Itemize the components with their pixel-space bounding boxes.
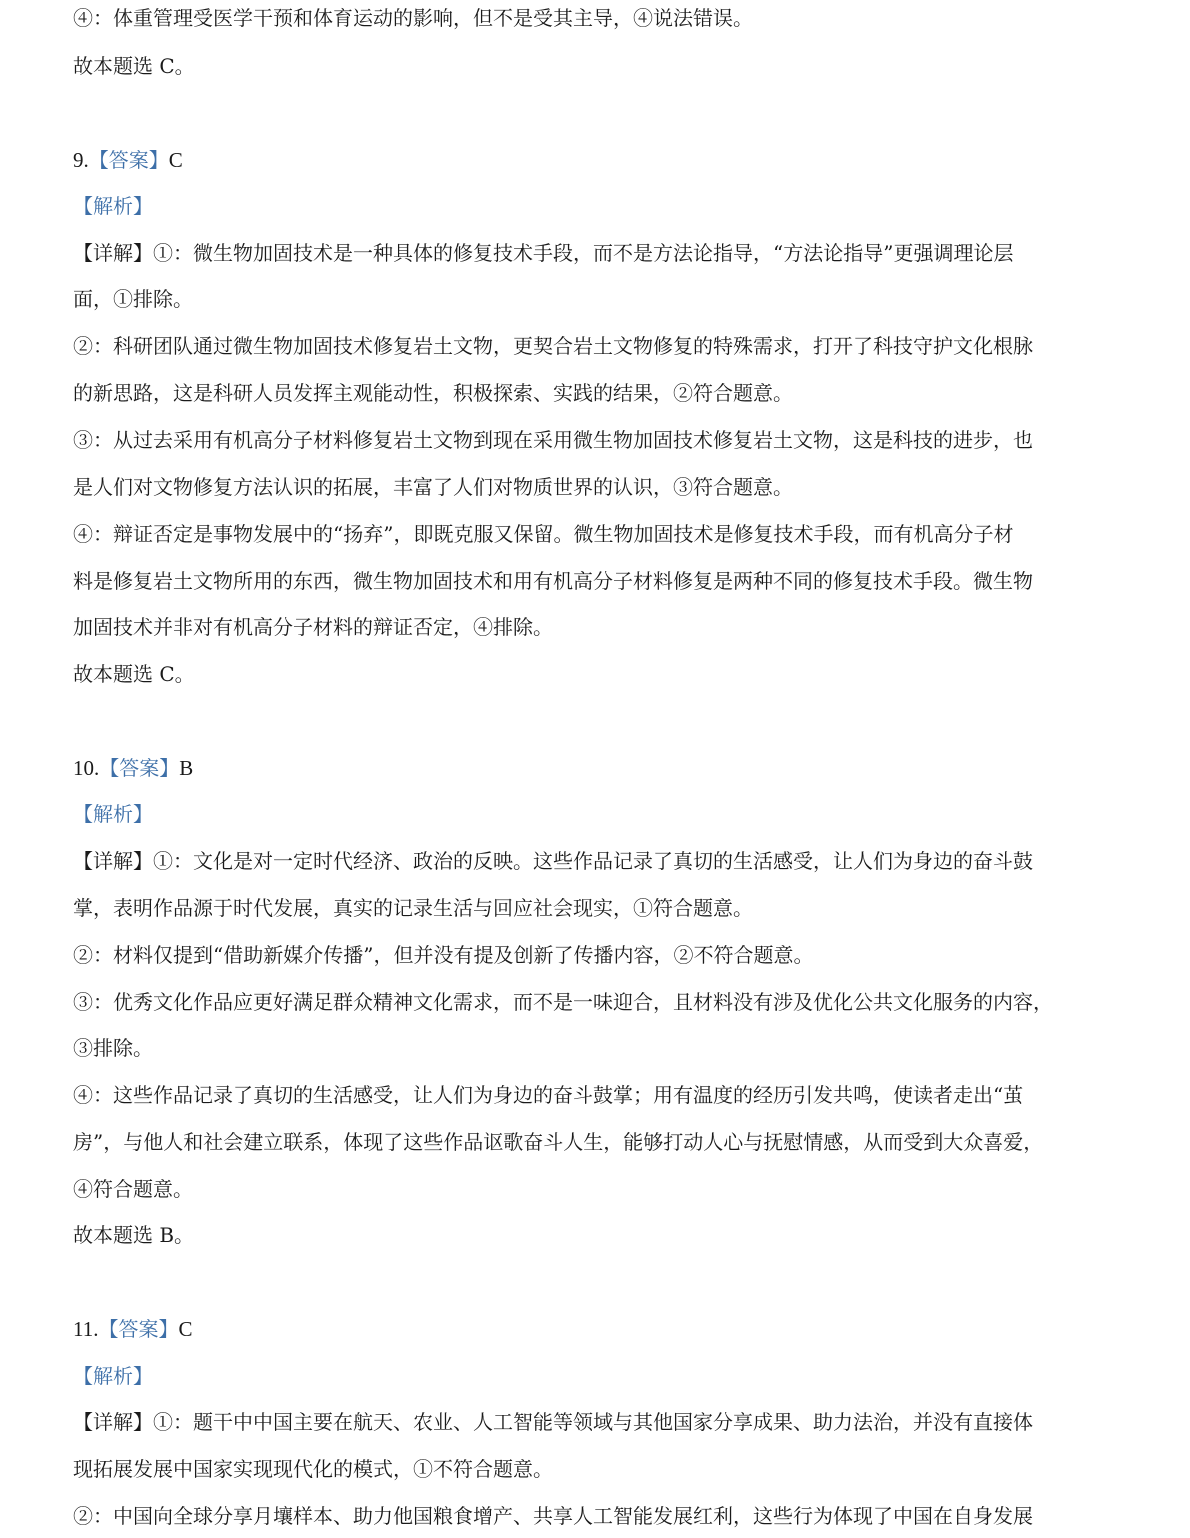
text-line: 面，①排除。 [73, 287, 193, 311]
text-line [73, 239, 1123, 267]
text-line: 是人们对文物修复方法认识的拓展，丰富了人们对物质世界的认识，③符合题意。 [73, 475, 793, 499]
text-line: 现拓展发展中国家实现现代化的模式，①不符合题意。 [73, 1457, 553, 1481]
text-line: ④：体重管理受医学干预和体育运动的影响，但不是受其主导，④说法错误。 [73, 6, 753, 30]
text-line: ④：辩证否定是事物发展中的“扬弃”，即既克服又保留。微生物加固技术是修复技术手段，而有机高分子材 [73, 522, 1014, 546]
text-line: 故本题选 C。 [73, 54, 195, 78]
text-line: 料是修复岩土文物所用的东西，微生物加固技术和用有机高分子材料修复是两种不同的修复技术手段。微生物 [73, 569, 1033, 593]
text-line: 加固技术并非对有机高分子材料的辩证否定，④排除。 [73, 615, 553, 639]
answer-value: C [168, 148, 183, 172]
question-number: 11. [73, 1317, 99, 1341]
answer-tag: 【答案】 [99, 756, 180, 780]
text-content: ①：题干中中国主要在航天、农业、人工智能等领域与其他国家分享成果、助力法治，并没有直接体 [153, 1410, 1033, 1434]
text-line: 的新思路，这是科研人员发挥主观能动性，积极探索、实践的结果，②符合题意。 [73, 381, 793, 405]
analysis-tag: 【解析】 [73, 1364, 153, 1388]
text-line: 掌，表明作品源于时代发展，真实的记录生活与回应社会现实，①符合题意。 [73, 896, 753, 920]
question-number: 10. [73, 756, 100, 780]
question-10-answer-line [73, 754, 1123, 782]
text-line: ②：材料仅提到“借助新媒介传播”，但并没有提及创新了传播内容，②不符合题意。 [73, 943, 814, 967]
answer-tag: 【答案】 [88, 148, 169, 172]
answer-value: C [178, 1317, 193, 1341]
text-line: 房”，与他人和社会建立联系，体现了这些作品讴歌奋斗人生，能够打动人心与抚慰情感，从而受到大众喜爱， [73, 1130, 1044, 1154]
text-line: 故本题选 C。 [73, 662, 195, 686]
text-line: ②：科研团队通过微生物加固技术修复岩土文物，更契合岩土文物修复的特殊需求，打开了科技守护文化根脉 [73, 334, 1033, 358]
answer-tag: 【答案】 [98, 1317, 179, 1341]
text-line: ②：中国向全球分享月壤样本、助力他国粮食增产、共享人工智能发展红利，这些行为体现了中国在自身发展 [73, 1504, 1033, 1528]
question-11-answer-line [73, 1315, 1123, 1343]
text-line [73, 847, 1123, 875]
text-line: ③排除。 [73, 1036, 153, 1060]
detail-tag: 【详解】 [73, 849, 153, 873]
text-content: ①：文化是对一定时代经济、政治的反映。这些作品记录了真切的生活感受，让人们为身边的奋斗鼓 [153, 849, 1033, 873]
text-line: ④：这些作品记录了真切的生活感受，让人们为身边的奋斗鼓掌；用有温度的经历引发共鸣，使读者走出“茧 [73, 1083, 1024, 1107]
text-line: ③：优秀文化作品应更好满足群众精神文化需求，而不是一味迎合，且材料没有涉及优化公共文化服务的内容， [73, 990, 1053, 1014]
text-line: 故本题选 B。 [73, 1223, 195, 1247]
text-content: ①：微生物加固技术是一种具体的修复技术手段，而不是方法论指导，“方法论指导”更强调理论层 [153, 241, 1014, 265]
detail-tag: 【详解】 [73, 241, 153, 265]
analysis-tag: 【解析】 [73, 802, 153, 826]
text-line: ③：从过去采用有机高分子材料修复岩土文物到现在采用微生物加固技术修复岩土文物，这是科技的进步，也 [73, 428, 1033, 452]
detail-tag: 【详解】 [73, 1410, 153, 1434]
question-9-answer-line [73, 146, 1123, 174]
question-number: 9. [73, 148, 89, 172]
answer-value: B [179, 756, 194, 780]
text-line [73, 1408, 1123, 1436]
text-line: ④符合题意。 [73, 1177, 193, 1201]
analysis-tag: 【解析】 [73, 194, 153, 218]
